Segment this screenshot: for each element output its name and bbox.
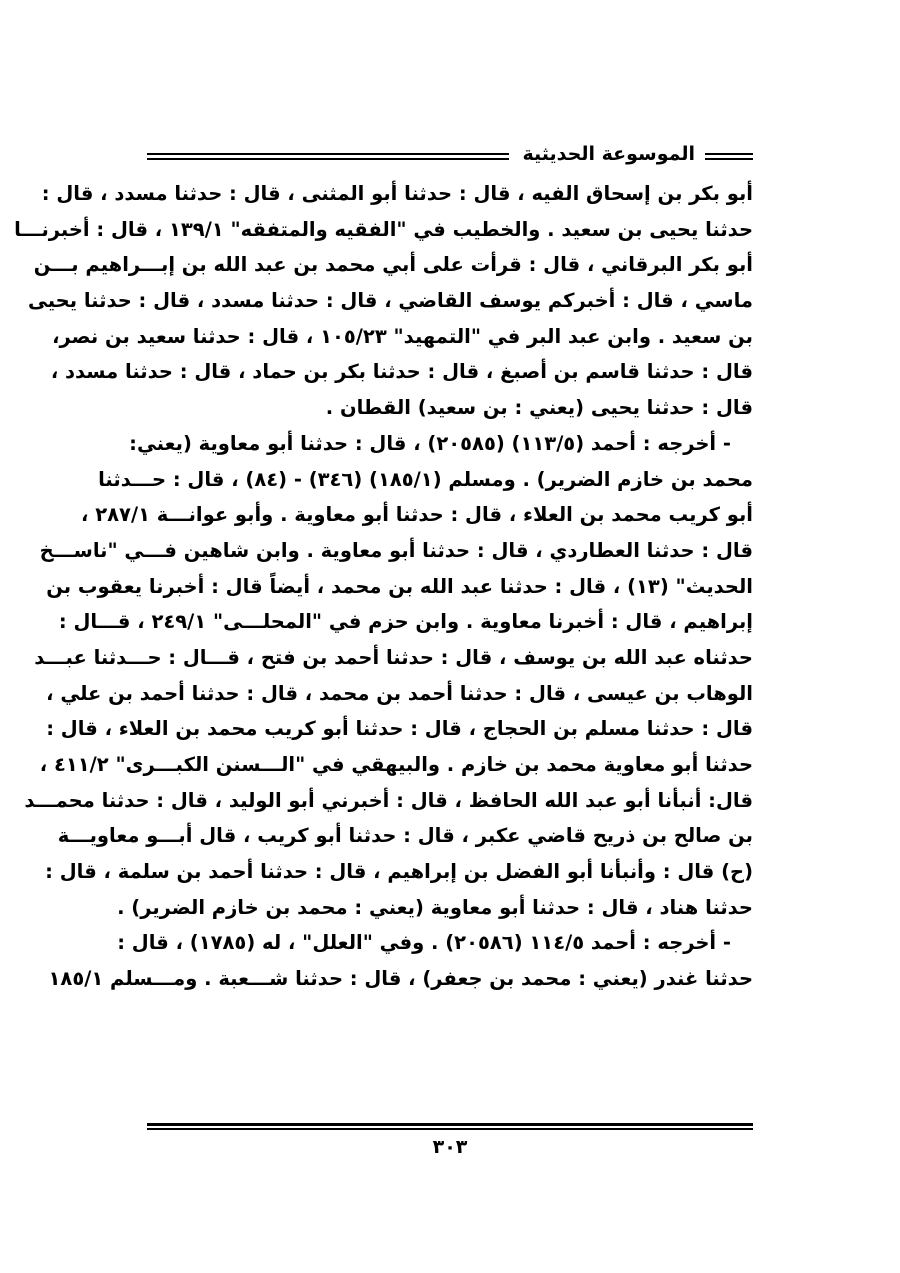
text-line: حدثنا غندر (يعني : محمد بن جعفر) ، قال : حدثنا شـــعبة . ومـــسلم ١٨٥/١ bbox=[48, 967, 753, 991]
header-rule-left bbox=[147, 153, 509, 160]
text-line: قال : حدثنا قاسم بن أصبغ ، قال : حدثنا بكر بن حماد ، قال : حدثنا مسدد ، bbox=[50, 360, 753, 384]
text-line: - أخرجه : أحمد (١١٣/٥) (٢٠٥٨٥) ، قال : حدثنا أبو معاوية (يعني: bbox=[129, 431, 731, 455]
text-line: الوهاب بن عيسى ، قال : حدثنا أحمد بن محمد ، قال : حدثنا أحمد بن علي ، bbox=[46, 681, 753, 705]
text-line: حدثنا يحيى بن سعيد . والخطيب في "الفقيه والمتفقه" ١٣٩/١ ، قال : أخبرنـــا bbox=[14, 217, 753, 241]
text-line: محمد بن خازم الضرير) . ومسلم (١٨٥/١) (٣٤٦) - (٨٤) ، قال : حـــدثنا bbox=[98, 467, 753, 491]
page-header bbox=[147, 140, 753, 172]
text-line: أبو بكر البرقاني ، قال : قرأت على أبي محمد بن عبد الله بن إبـــراهيم بـــن bbox=[33, 253, 753, 277]
text-line: بن صالح بن ذريح قاضي عكبر ، قال : حدثنا أبو كريب ، قال أبـــو معاويـــة bbox=[57, 824, 753, 848]
text-line: قال : حدثنا العطاردي ، قال : حدثنا أبو معاوية . وابن شاهين فـــي "ناســـخ bbox=[39, 538, 753, 562]
text-line: بن سعيد . وابن عبد البر في "التمهيد" ١٠٥/٢٣ ، قال : حدثنا سعيد بن نصر، bbox=[52, 324, 753, 348]
text-line: أبو بكر بن إسحاق الفيه ، قال : حدثنا أبو المثنى ، قال : حدثنا مسدد ، قال : bbox=[41, 182, 753, 205]
text-line: قال : حدثنا مسلم بن الحجاج ، قال : حدثنا أبو كريب محمد بن العلاء ، قال : bbox=[46, 717, 753, 741]
text-line: حدثنا أبو معاوية محمد بن خازم . والبيهقي في "الـــسنن الكبـــرى" ٤١١/٢ ، bbox=[39, 753, 753, 776]
header-title: الموسوعة الحديثية bbox=[523, 140, 706, 168]
text-line: قال: أنبأنا أبو عبد الله الحافظ ، قال : أخبرني أبو الوليد ، قال : حدثنا محمـــد bbox=[24, 788, 753, 812]
text-line: ماسي ، قال : أخبركم يوسف القاضي ، قال : حدثنا مسدد ، قال : حدثنا يحيى bbox=[27, 289, 753, 313]
body-text bbox=[14, 176, 753, 997]
text-line: حدثناه عبد الله بن يوسف ، قال : حدثنا أحمد بن فتح ، قـــال : حـــدثنا عبـــد bbox=[34, 645, 753, 669]
page-number: ٣٠٣ bbox=[432, 1136, 468, 1158]
text-line: قال : حدثنا يحيى (يعني : بن سعيد) القطان . bbox=[325, 396, 753, 420]
text-line: - أخرجه : أحمد ١١٤/٥ (٢٠٥٨٦) . وفي "العلل" ، له (١٧٨٥) ، قال : bbox=[117, 931, 731, 955]
text-line: أبو كريب محمد بن العلاء ، قال : حدثنا أبو معاوية . وأبو عوانـــة ٢٨٧/١ ، bbox=[81, 503, 753, 527]
header-rule-right bbox=[705, 153, 753, 160]
text-line: حدثنا هناد ، قال : حدثنا أبو معاوية (يعني : محمد بن خازم الضرير) . bbox=[117, 895, 753, 919]
text-line: (ح) قال : وأنبأنا أبو الفضل بن إبراهيم ، قال : حدثنا أحمد بن سلمة ، قال : bbox=[45, 860, 753, 884]
footer-rule bbox=[147, 1123, 753, 1130]
text-line: الحديث" (١٣) ، قال : حدثنا عبد الله بن محمد ، أيضاً قال : أخبرنا يعقوب بن bbox=[46, 574, 753, 598]
text-line: إبراهيم ، قال : أخبرنا معاوية . وابن حزم في "المحلـــى" ٢٤٩/١ ، قـــال : bbox=[58, 610, 753, 634]
